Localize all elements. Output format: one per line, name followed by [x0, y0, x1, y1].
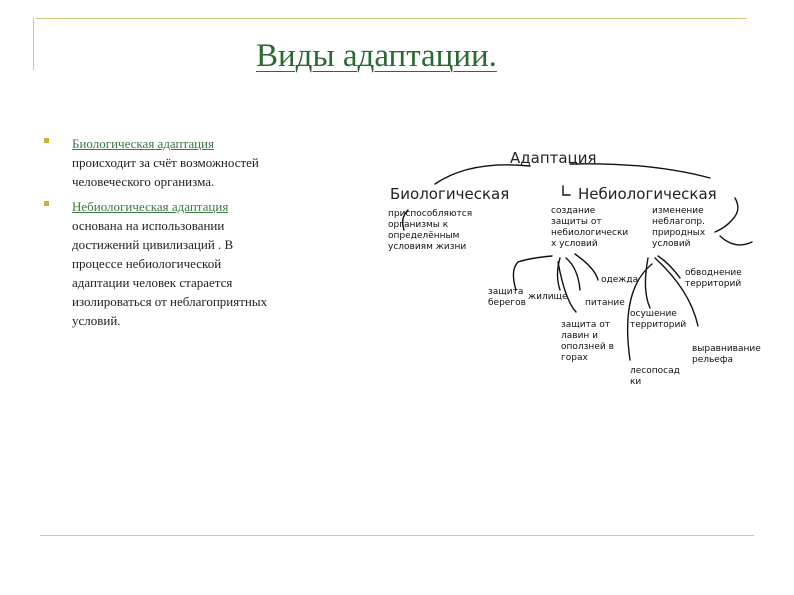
- diagram-food: питание: [585, 298, 625, 308]
- left-rule: [33, 18, 34, 70]
- top-rule: [36, 18, 747, 19]
- diagram-creation: создание защиты от небиологически х условий: [551, 206, 629, 249]
- diagram-change: изменение неблагопр. природных условий: [652, 206, 706, 249]
- diagram-leveling: выравнивание рельефа: [692, 344, 761, 365]
- slide-title: Виды адаптации.: [256, 38, 497, 74]
- bullet-list: [44, 134, 324, 336]
- bullet-nonbiological: [44, 197, 324, 330]
- term-biological: Биологическая адаптация: [72, 136, 214, 151]
- diagram-bio-detail: приспособляются организмы к определённым условиям жизни: [388, 209, 473, 252]
- diagram-nonbiological: Небиологическая: [578, 185, 717, 203]
- diagram-drainage: обводнение территорий: [685, 268, 742, 289]
- diagram-clothing: одежда: [601, 275, 639, 285]
- diagram-biological: Биологическая: [390, 185, 510, 203]
- bottom-rule: [40, 535, 754, 536]
- diagram-root: Адаптация: [510, 149, 597, 167]
- term-nonbiological: Небиологическая адаптация: [72, 199, 229, 214]
- bullet-biological: [44, 134, 324, 191]
- diagram-shores: защита берегов: [488, 287, 526, 308]
- diagram-avalanches: защита от лавин и оползней в горах: [561, 320, 614, 363]
- diagram-irrigation: осушение территорий: [630, 309, 687, 330]
- diagram-housing: жилище: [528, 292, 568, 302]
- desc-nonbiological: основана на использовании достижений цивилизаций . В процессе небиологической адаптации человек старается изолироваться от неблагоприятных условий.: [72, 218, 268, 328]
- bullet-square-icon: [44, 201, 49, 206]
- bullet-square-icon: [44, 138, 49, 143]
- desc-biological: происходит за счёт возможностей человеческого организма.: [72, 155, 259, 189]
- diagram-forest: лесопосад ки: [630, 366, 680, 387]
